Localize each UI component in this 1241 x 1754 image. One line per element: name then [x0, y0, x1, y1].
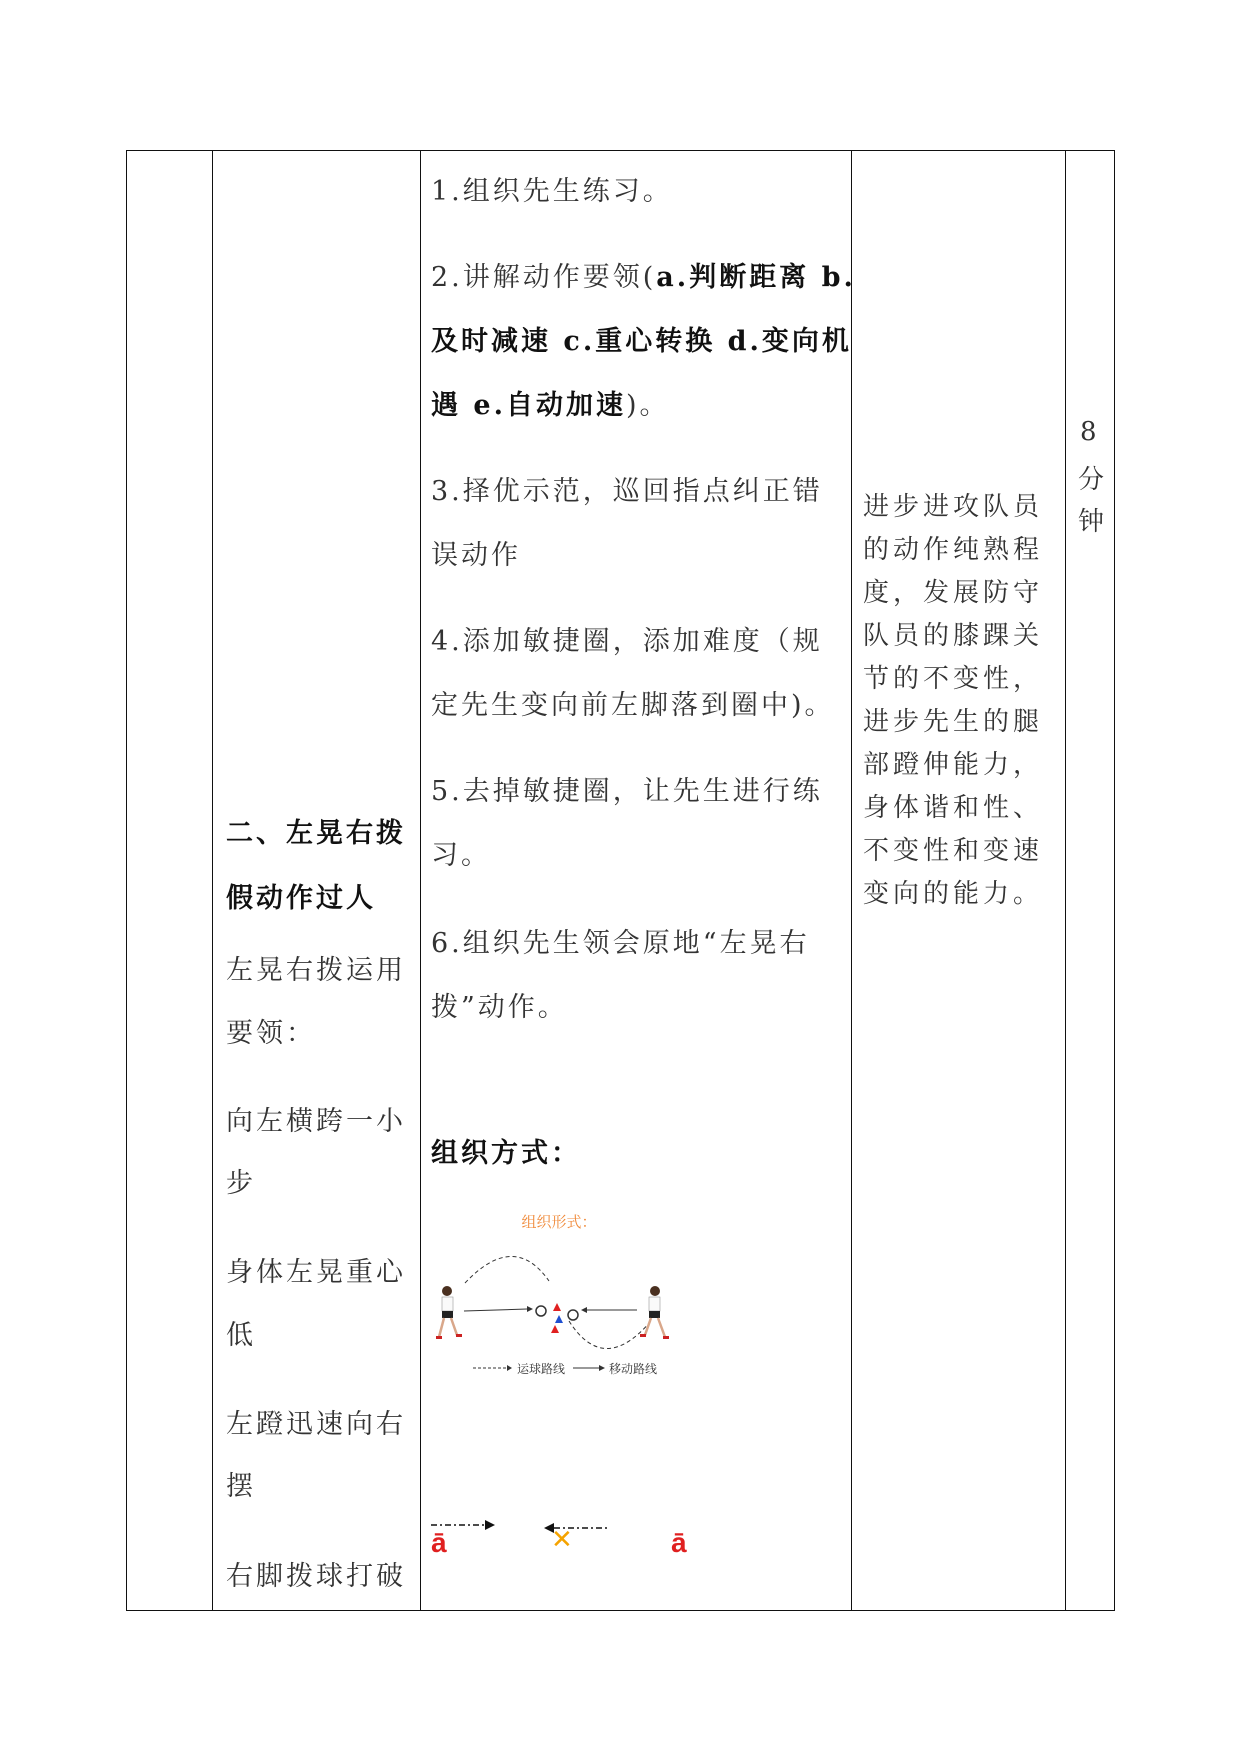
goal-line-2: 的动作纯熟程	[863, 535, 1044, 565]
legend-move-label: 移动路线	[609, 1362, 658, 1376]
step-5-line1: 5.去掉敏捷圈，让先生进行练	[431, 776, 823, 807]
move-arrow-left	[464, 1309, 527, 1311]
goals-column	[852, 151, 1065, 1610]
time-number: 8	[1080, 417, 1100, 447]
goal-line-3: 度，发展防守	[863, 578, 1044, 608]
goal-line-1: 进步进攻队员	[863, 492, 1044, 522]
step-6-line1: 6.组织先生领会原地“左晃右	[431, 928, 810, 959]
diagram-title: 组织形式：	[521, 1214, 597, 1231]
time-column	[1066, 151, 1116, 1610]
player-mark-left: ā	[431, 1527, 447, 1558]
player-left-icon	[436, 1286, 462, 1339]
organization-title: 组织方式：	[431, 1138, 581, 1169]
legend-move-arrow	[599, 1365, 605, 1371]
section-heading-line2: 假动作过人	[226, 883, 376, 914]
cone-icon	[555, 1315, 563, 1323]
player-mark-right: ā	[671, 1527, 687, 1558]
section-heading-line1: 二、左晃右拨	[226, 818, 406, 849]
point-4-line1: 右脚拨球打破	[226, 1561, 406, 1592]
goal-line-4: 队员的膝踝关	[863, 621, 1044, 651]
goal-line-8: 身体谐和性、	[863, 793, 1044, 823]
content-column	[213, 151, 420, 1610]
step-4-line2: 定先生变向前左脚落到圈中)。	[431, 690, 835, 721]
point-1-line2: 步	[226, 1168, 256, 1199]
time-unit-1: 分	[1078, 465, 1108, 495]
cone-icon	[551, 1325, 559, 1333]
player-right-icon	[640, 1286, 669, 1339]
ball-icon	[536, 1306, 546, 1316]
step-2-suffix: )。	[625, 390, 670, 421]
arrowhead	[485, 1520, 495, 1530]
step-2-bold-1: a.判断距离 b.	[656, 262, 856, 293]
step-2-line3	[431, 383, 670, 422]
organization-diagram	[429, 1211, 689, 1381]
diagram-graphic	[429, 1211, 689, 1381]
point-1-line1: 向左横跨一小	[226, 1106, 406, 1137]
points-title-line1: 左晃右拨运用	[226, 955, 406, 986]
step-2-line2: 及时减速 c.重心转换 d.变向机	[431, 326, 852, 357]
time-unit-2: 钟	[1078, 507, 1108, 537]
step-3-line2: 误动作	[431, 540, 521, 571]
step-2-line1	[431, 255, 856, 294]
lesson-table	[126, 150, 1115, 1611]
goal-line-6: 进步先生的腿	[863, 707, 1044, 737]
goal-line-9: 不变性和变速	[863, 836, 1044, 866]
goal-line-7: 部蹬伸能力，	[863, 750, 1044, 780]
dribble-arc-bottom	[569, 1321, 651, 1349]
dribble-arc-top	[465, 1256, 549, 1283]
cone-icon	[553, 1303, 561, 1311]
steps-column	[421, 151, 856, 1610]
point-2-line1: 身体左晃重心	[226, 1257, 406, 1288]
ball-icon	[568, 1310, 578, 1320]
step-1: 1.组织先生练习。	[431, 176, 673, 207]
step-2-bold-3: 遇 e.自动加速	[431, 390, 626, 421]
arrowhead-left	[527, 1306, 533, 1312]
step-6-line2: 拨”动作。	[431, 992, 568, 1023]
legend-dribble-arrow	[507, 1365, 512, 1371]
step-5-line2: 习。	[431, 840, 491, 871]
step-2-prefix: 2.讲解动作要领(	[431, 262, 657, 293]
points-title-line2: 要领：	[226, 1018, 316, 1049]
goal-line-5: 节的不变性，	[863, 664, 1044, 694]
point-2-line2: 低	[226, 1320, 256, 1351]
step-4-line1: 4.添加敏捷圈，添加难度（规	[431, 626, 823, 657]
goal-line-10: 变向的能力。	[863, 879, 1044, 909]
arrowhead-right	[581, 1307, 587, 1313]
defender-mark: ✕	[551, 1525, 573, 1555]
point-3-line1: 左蹬迅速向右	[226, 1409, 406, 1440]
step-3-line1: 3.择优示范，巡回指点纠正错	[431, 476, 823, 507]
legend-dribble-label: 运球路线	[517, 1362, 566, 1376]
point-3-line2: 摆	[226, 1471, 256, 1502]
